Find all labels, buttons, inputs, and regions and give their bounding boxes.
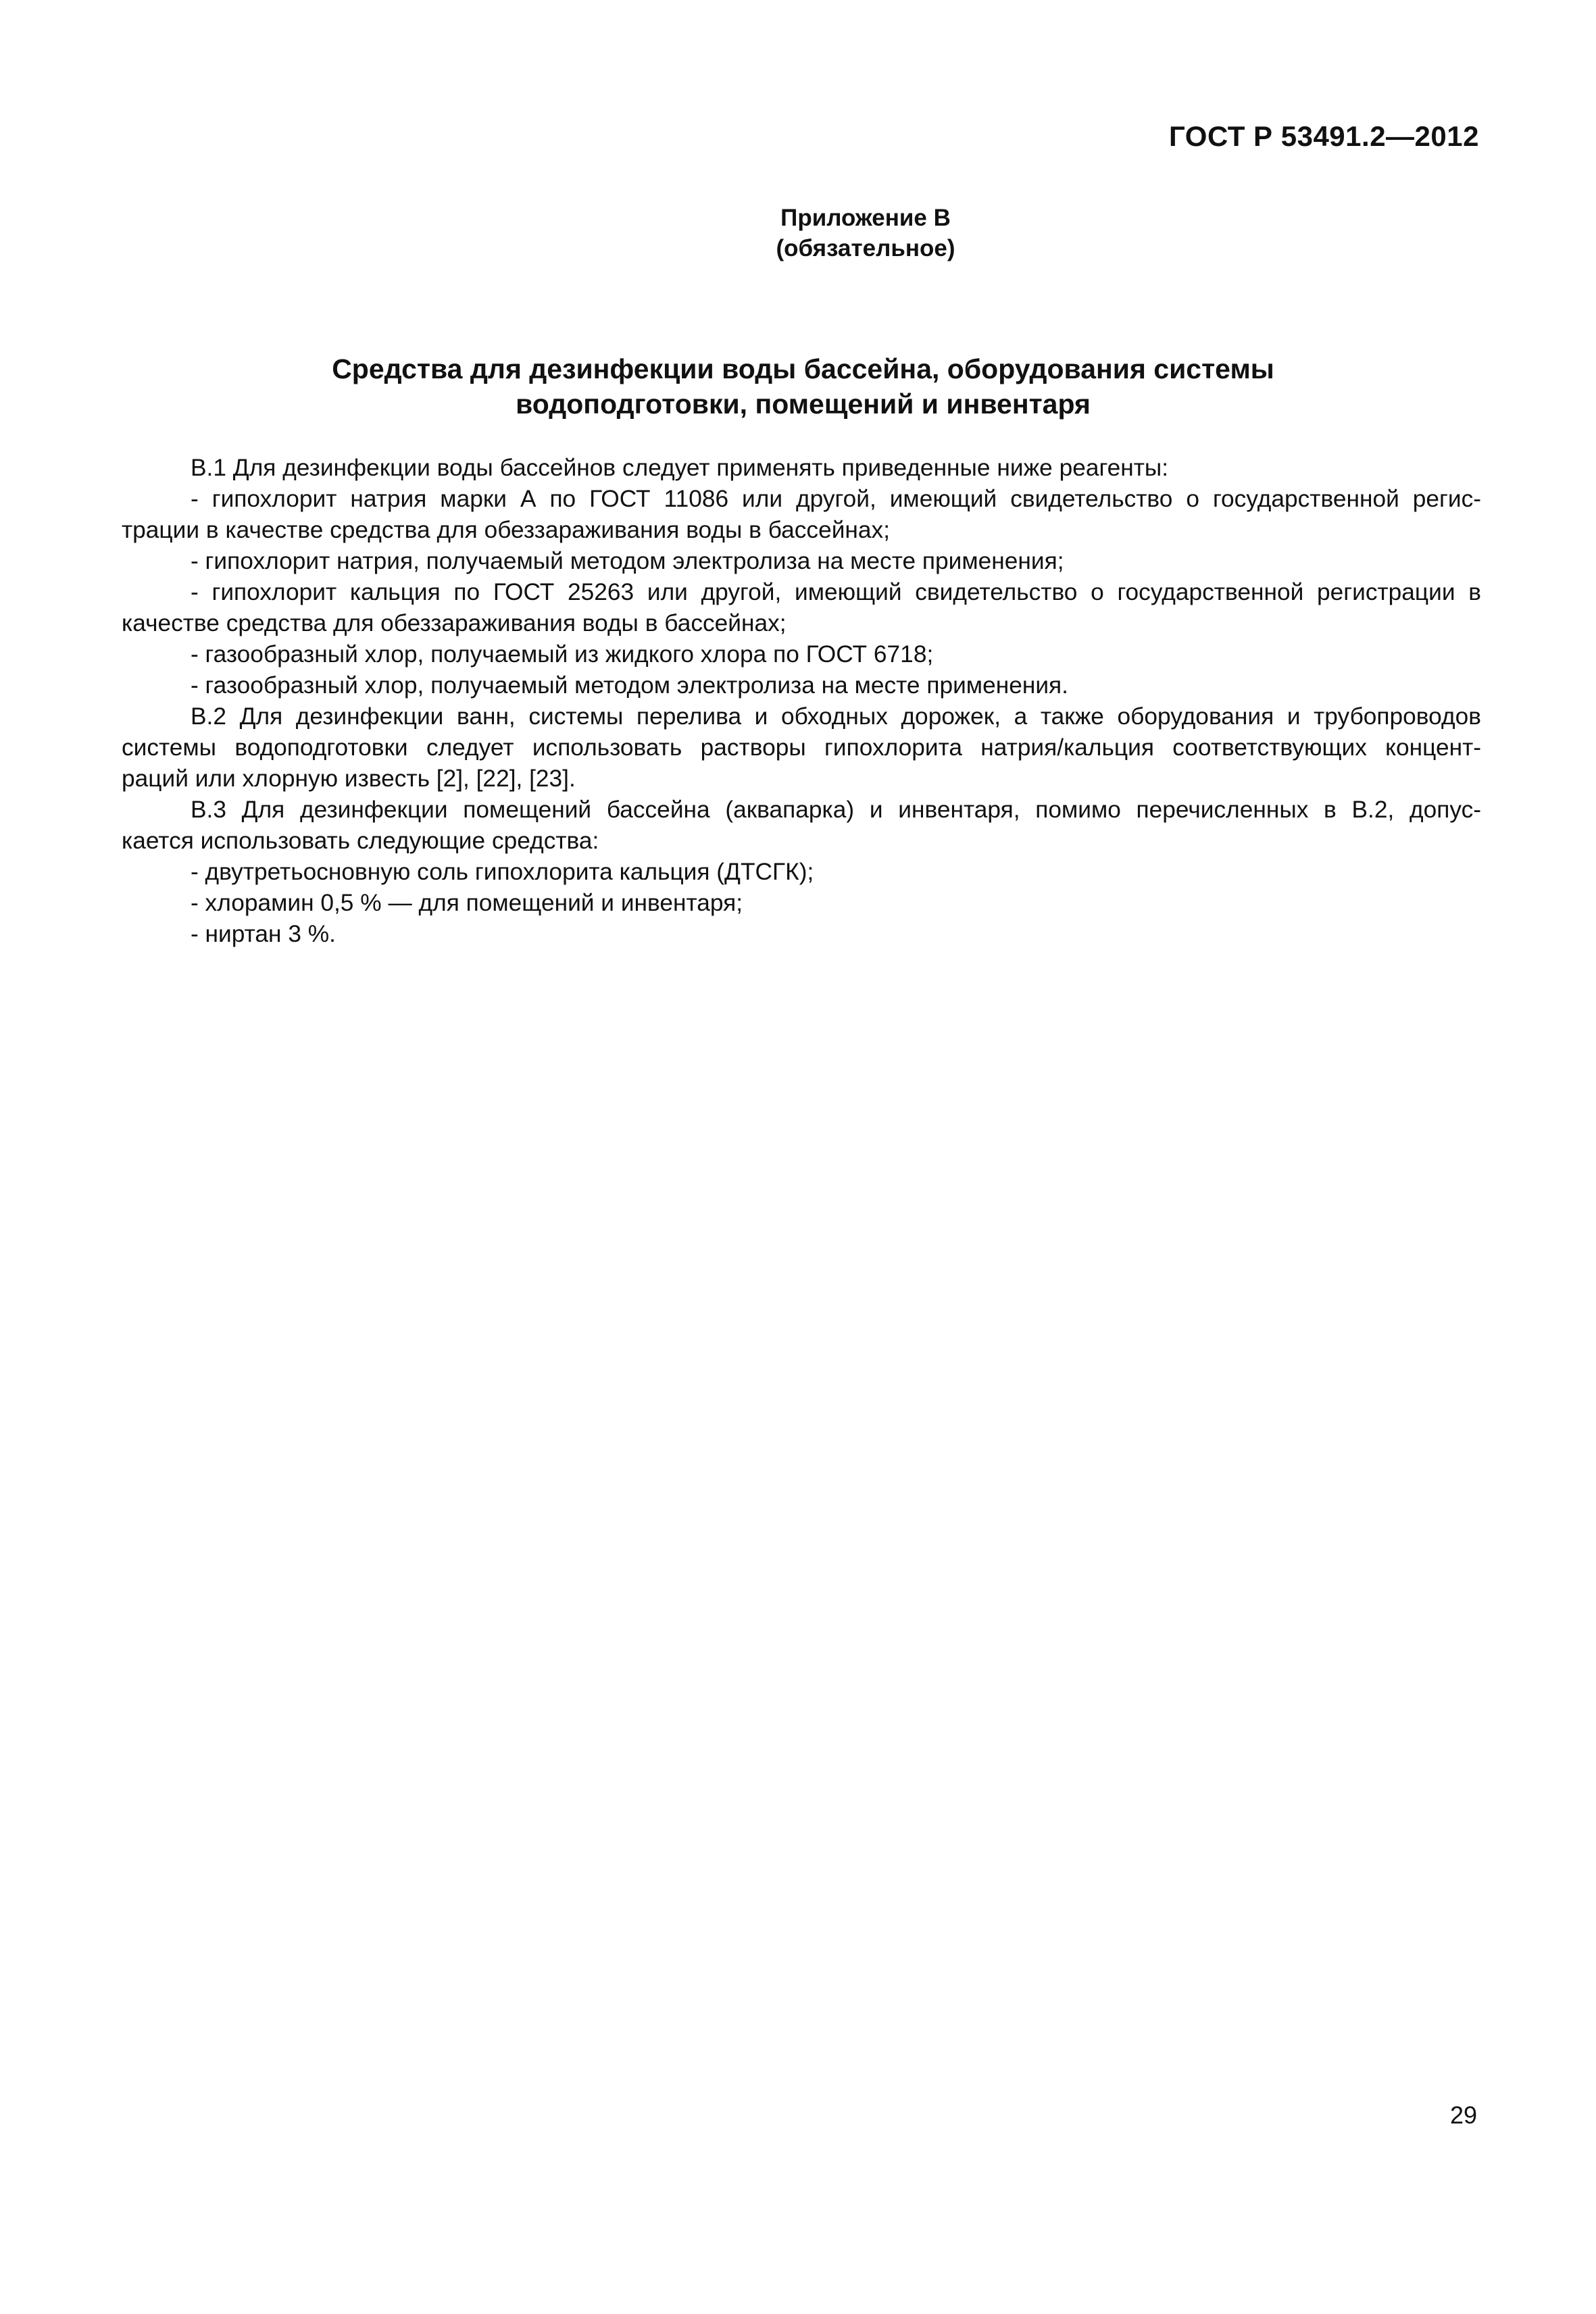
appendix-heading bbox=[0, 203, 1596, 263]
paragraph-line: В.1 Для дезинфекции воды бассейнов следует применять приведенные ниже реагенты: bbox=[191, 455, 1169, 481]
paragraph-line: - гипохлорит кальция по ГОСТ 25263 или другой, имеющий свидетельство о государственной регистрации в bbox=[191, 579, 1481, 605]
paragraph-line: - двутретьосновную соль гипохлорита кальция (ДТСГК); bbox=[191, 859, 814, 885]
paragraph-line: кается использовать следующие средства: bbox=[122, 828, 599, 854]
paragraph-line: - газообразный хлор, получаемый методом электролиза на месте применения. bbox=[191, 672, 1068, 699]
paragraph-line: - газообразный хлор, получаемый из жидкого хлора по ГОСТ 6718; bbox=[191, 641, 934, 668]
page-number: 29 bbox=[1449, 2101, 1477, 2129]
appendix-status: (обязательное) bbox=[776, 235, 955, 261]
paragraph-line: - хлорамин 0,5 % — для помещений и инвентаря; bbox=[191, 890, 743, 916]
paragraph-line: системы водоподготовки следует использовать растворы гипохлорита натрия/кальция соответствующих концент- bbox=[122, 734, 1481, 761]
paragraph-line: качестве средства для обеззараживания воды в бассейнах; bbox=[122, 610, 787, 636]
appendix-title: Приложение В bbox=[780, 205, 951, 231]
paragraph-line: трации в качестве средства для обеззараживания воды в бассейнах; bbox=[122, 517, 890, 543]
section-title bbox=[0, 351, 1596, 422]
paragraph-line: раций или хлорную известь [2], [22], [23]. bbox=[122, 765, 576, 792]
paragraph-line: В.2 Для дезинфекции ванн, системы перелива и обходных дорожек, а также оборудования и трубопроводов bbox=[191, 703, 1481, 730]
paragraph-line: - ниртан 3 %. bbox=[191, 921, 336, 947]
section-title-line-2: водоподготовки, помещений и инвентаря bbox=[516, 388, 1091, 420]
paragraph-line: - гипохлорит натрия, получаемый методом электролиза на месте применения; bbox=[191, 548, 1064, 574]
paragraph-line: В.3 Для дезинфекции помещений бассейна (аквапарка) и инвентаря, помимо перечисленных в В.2, допус- bbox=[191, 797, 1481, 823]
body-text bbox=[122, 453, 1481, 950]
document-code: ГОСТ Р 53491.2—2012 bbox=[1169, 120, 1479, 152]
section-title-line-1: Средства для дезинфекции воды бассейна, оборудования системы bbox=[332, 353, 1274, 384]
paragraph-line: - гипохлорит натрия марки А по ГОСТ 11086 или другой, имеющий свидетельство о государственной регис- bbox=[191, 486, 1481, 512]
